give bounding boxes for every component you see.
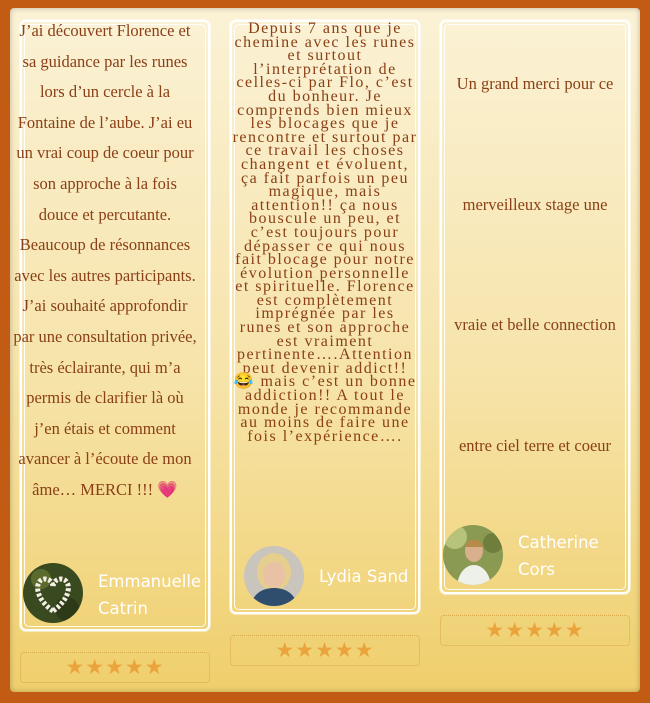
rating-box-1 <box>20 652 210 683</box>
testimonial-card-3 <box>440 20 630 594</box>
star-rating-icons: ★★★★★ <box>485 618 585 642</box>
testimonial-text-3-line-3: vraie et belle connection <box>454 315 616 334</box>
star-rating-icons: ★★★★★ <box>275 638 375 662</box>
rating-box-2 <box>230 635 420 666</box>
author-name-3: Catherine Cors <box>518 533 599 579</box>
avatar-emmanuelle <box>23 563 83 623</box>
testimonial-text-3-line-1: Un grand merci pour ce <box>456 74 614 93</box>
rating-box-3 <box>440 615 630 646</box>
avatar-catherine <box>443 525 503 585</box>
avatar-lydia <box>244 546 304 606</box>
author-name-2: Lydia Sand <box>319 567 409 586</box>
testimonial-text-2: Depuis 7 ans que je chemine avec les runes et surtout l’interprétation de celles-ci par Flo, c’est du bonheur. Je comprends bien mieux les blocages que je rencontre et surtout par ce travail les choses changent et évoluent, ça fait parfois un peu magique, mais attention!! ça nous bouscule un peu, et c’est toujours pour dépasser ce qui nous fait blocage pour notre évolution personnelle et spirituelle. Florence est complètement imprégnée par les runes et son approche est vraiment pertinente….Attention peut devenir addict!! 😂 mais c’est un bonne addiction!! A tout le monde je recommande au moins de faire une fois l’expérience…. <box>232 20 418 445</box>
testimonial-text-1: J’ai découvert Florence et sa guidance par les runes lors d’un cercle à la Fontaine de l’aube. J’ai eu un vrai coup de coeur pour son approche à la fois douce et percutante. Beaucoup de résonnances avec les autres participants. J’ai souhaité approfondir par une consultation privée, très éclairante, qui m’a permis de clarifier là où j’en étais et comment avancer à l’écoute de mon âme… MERCI !!! 💗 <box>13 21 197 499</box>
star-rating-icons: ★★★★★ <box>65 655 165 679</box>
testimonial-text-3-line-2: merveilleux stage une <box>462 195 608 214</box>
author-name-1: Emmanuelle Catrin <box>98 572 202 618</box>
testimonial-text-3-line-4: entre ciel terre et coeur <box>458 436 612 455</box>
